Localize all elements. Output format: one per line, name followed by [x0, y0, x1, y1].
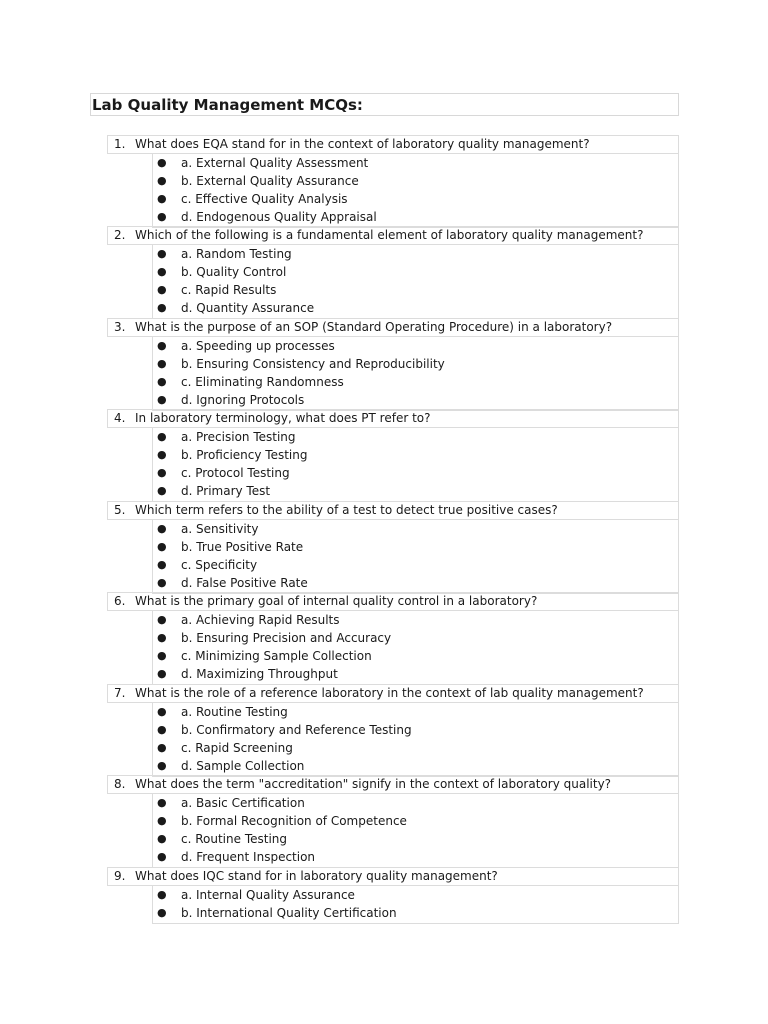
page-title: Lab Quality Management MCQs: — [90, 93, 679, 116]
question-row — [107, 226, 679, 245]
question-number: 4. — [114, 411, 126, 425]
option-item — [153, 757, 673, 775]
option-text: c. Minimizing Sample Collection — [181, 649, 372, 664]
option-item — [153, 154, 673, 172]
option-item — [153, 428, 673, 446]
bullet-icon: ● — [157, 722, 167, 736]
option-text: b. External Quality Assurance — [181, 173, 359, 188]
question-text: In laboratory terminology, what does PT refer to? — [135, 411, 431, 425]
question-number: 5. — [114, 502, 126, 517]
question-number: 1. — [114, 136, 126, 151]
question-text: What does the term "accreditation" signify in the context of laboratory quality? — [135, 777, 612, 791]
option-text: d. Sample Collection — [181, 758, 305, 773]
option-item — [153, 812, 673, 830]
option-item — [153, 830, 673, 848]
option-item — [153, 190, 673, 208]
option-item — [153, 904, 673, 922]
question-text: What does IQC stand for in laboratory quality management? — [135, 868, 498, 883]
option-text: d. False Positive Rate — [181, 575, 308, 590]
question-number: 7. — [114, 685, 126, 700]
bullet-icon: ● — [157, 209, 167, 223]
option-item — [153, 208, 673, 226]
bullet-icon: ● — [157, 905, 167, 919]
option-text: a. Precision Testing — [181, 430, 296, 444]
option-text: d. Ignoring Protocols — [181, 392, 305, 407]
question-number: 9. — [114, 868, 126, 883]
option-item — [153, 355, 673, 373]
option-text: a. External Quality Assessment — [181, 155, 369, 170]
bullet-icon: ● — [157, 814, 167, 828]
option-item — [153, 647, 673, 665]
bullet-icon: ● — [157, 521, 167, 535]
question-text: What does EQA stand for in the context of laboratory quality management? — [135, 136, 590, 151]
options-list — [152, 428, 679, 502]
bullet-icon: ● — [157, 283, 167, 297]
question-text: What is the role of a reference laboratory in the context of lab quality management? — [135, 685, 644, 700]
question-number: 8. — [114, 777, 126, 791]
option-item — [153, 665, 673, 683]
option-text: d. Primary Test — [181, 484, 271, 499]
bullet-icon: ● — [157, 374, 167, 388]
bullet-icon: ● — [157, 631, 167, 645]
question-row — [107, 684, 679, 703]
question-text: What is the purpose of an SOP (Standard Operating Procedure) in a laboratory? — [135, 319, 613, 334]
option-text: b. Ensuring Precision and Accuracy — [181, 631, 392, 646]
options-list — [152, 154, 679, 228]
question-text: What is the primary goal of internal quality control in a laboratory? — [135, 594, 538, 608]
bullet-icon: ● — [157, 191, 167, 205]
option-item — [153, 299, 673, 317]
option-text: a. Internal Quality Assurance — [181, 887, 355, 902]
bullet-icon: ● — [157, 466, 167, 480]
option-text: c. Rapid Results — [181, 283, 277, 298]
option-item — [153, 482, 673, 500]
options-list — [152, 886, 679, 924]
option-item — [153, 373, 673, 391]
option-item — [153, 391, 673, 409]
option-text: c. Routine Testing — [181, 832, 288, 847]
option-item — [153, 281, 673, 299]
bullet-icon: ● — [157, 430, 167, 443]
bullet-icon: ● — [157, 448, 167, 462]
question-text: Which of the following is a fundamental element of laboratory quality management? — [135, 228, 644, 242]
bullet-icon: ● — [157, 392, 167, 406]
option-item — [153, 721, 673, 739]
option-text: d. Endogenous Quality Appraisal — [181, 209, 377, 224]
bullet-icon: ● — [157, 301, 167, 315]
option-item — [153, 703, 673, 721]
bullet-icon: ● — [157, 704, 167, 718]
option-item — [153, 574, 673, 592]
option-item — [153, 739, 673, 757]
options-list — [152, 245, 679, 319]
bullet-icon: ● — [157, 832, 167, 846]
option-item — [153, 245, 673, 263]
options-list — [152, 794, 679, 868]
option-text: c. Specificity — [181, 557, 258, 572]
option-item — [153, 520, 673, 538]
question-number: 6. — [114, 594, 126, 608]
bullet-icon: ● — [157, 356, 167, 370]
bullet-icon: ● — [157, 173, 167, 187]
option-item — [153, 611, 673, 629]
question-row — [107, 318, 679, 337]
options-list — [152, 337, 679, 411]
option-item — [153, 446, 673, 464]
option-text: b. True Positive Rate — [181, 539, 304, 554]
bullet-icon: ● — [157, 850, 167, 864]
bullet-icon: ● — [157, 557, 167, 571]
option-item — [153, 556, 673, 574]
question-number: 2. — [114, 228, 126, 242]
bullet-icon: ● — [157, 484, 167, 498]
option-text: a. Speeding up processes — [181, 338, 335, 353]
option-text: a. Random Testing — [181, 247, 292, 261]
bullet-icon: ● — [157, 887, 167, 901]
question-row — [107, 592, 679, 611]
option-text: c. Eliminating Randomness — [181, 374, 344, 389]
question-row — [107, 135, 679, 154]
option-text: b. Confirmatory and Reference Testing — [181, 722, 412, 737]
option-text: b. Ensuring Consistency and Reproducibility — [181, 356, 445, 371]
option-text: d. Maximizing Throughput — [181, 667, 338, 682]
option-item — [153, 464, 673, 482]
bullet-icon: ● — [157, 338, 167, 352]
bullet-icon: ● — [157, 649, 167, 663]
option-item — [153, 337, 673, 355]
bullet-icon: ● — [157, 796, 167, 809]
option-text: a. Routine Testing — [181, 704, 288, 719]
question-row — [107, 867, 679, 886]
option-text: c. Protocol Testing — [181, 466, 290, 481]
option-text: b. Formal Recognition of Competence — [181, 814, 407, 829]
bullet-icon: ● — [157, 247, 167, 260]
option-item — [153, 263, 673, 281]
option-text: b. Proficiency Testing — [181, 448, 308, 463]
option-text: d. Frequent Inspection — [181, 850, 316, 865]
bullet-icon: ● — [157, 575, 167, 589]
bullet-icon: ● — [157, 758, 167, 772]
option-text: a. Sensitivity — [181, 521, 259, 536]
option-item — [153, 886, 673, 904]
option-item — [153, 794, 673, 812]
option-text: b. Quality Control — [181, 265, 287, 280]
options-list — [152, 611, 679, 685]
options-list — [152, 703, 679, 777]
option-text: a. Basic Certification — [181, 796, 305, 810]
question-text: Which term refers to the ability of a test to detect true positive cases? — [135, 502, 558, 517]
options-list — [152, 520, 679, 594]
option-text: d. Quantity Assurance — [181, 301, 315, 316]
question-row — [107, 409, 679, 428]
option-item — [153, 848, 673, 866]
bullet-icon: ● — [157, 613, 167, 626]
option-item — [153, 538, 673, 556]
option-text: b. International Quality Certification — [181, 905, 397, 920]
option-item — [153, 172, 673, 190]
option-text: c. Rapid Screening — [181, 740, 293, 755]
bullet-icon: ● — [157, 539, 167, 553]
question-row — [107, 501, 679, 520]
bullet-icon: ● — [157, 265, 167, 279]
question-number: 3. — [114, 319, 126, 334]
question-row — [107, 775, 679, 794]
option-text: a. Achieving Rapid Results — [181, 613, 340, 627]
bullet-icon: ● — [157, 740, 167, 754]
option-text: c. Effective Quality Analysis — [181, 191, 348, 206]
option-item — [153, 629, 673, 647]
bullet-icon: ● — [157, 155, 167, 169]
bullet-icon: ● — [157, 667, 167, 681]
